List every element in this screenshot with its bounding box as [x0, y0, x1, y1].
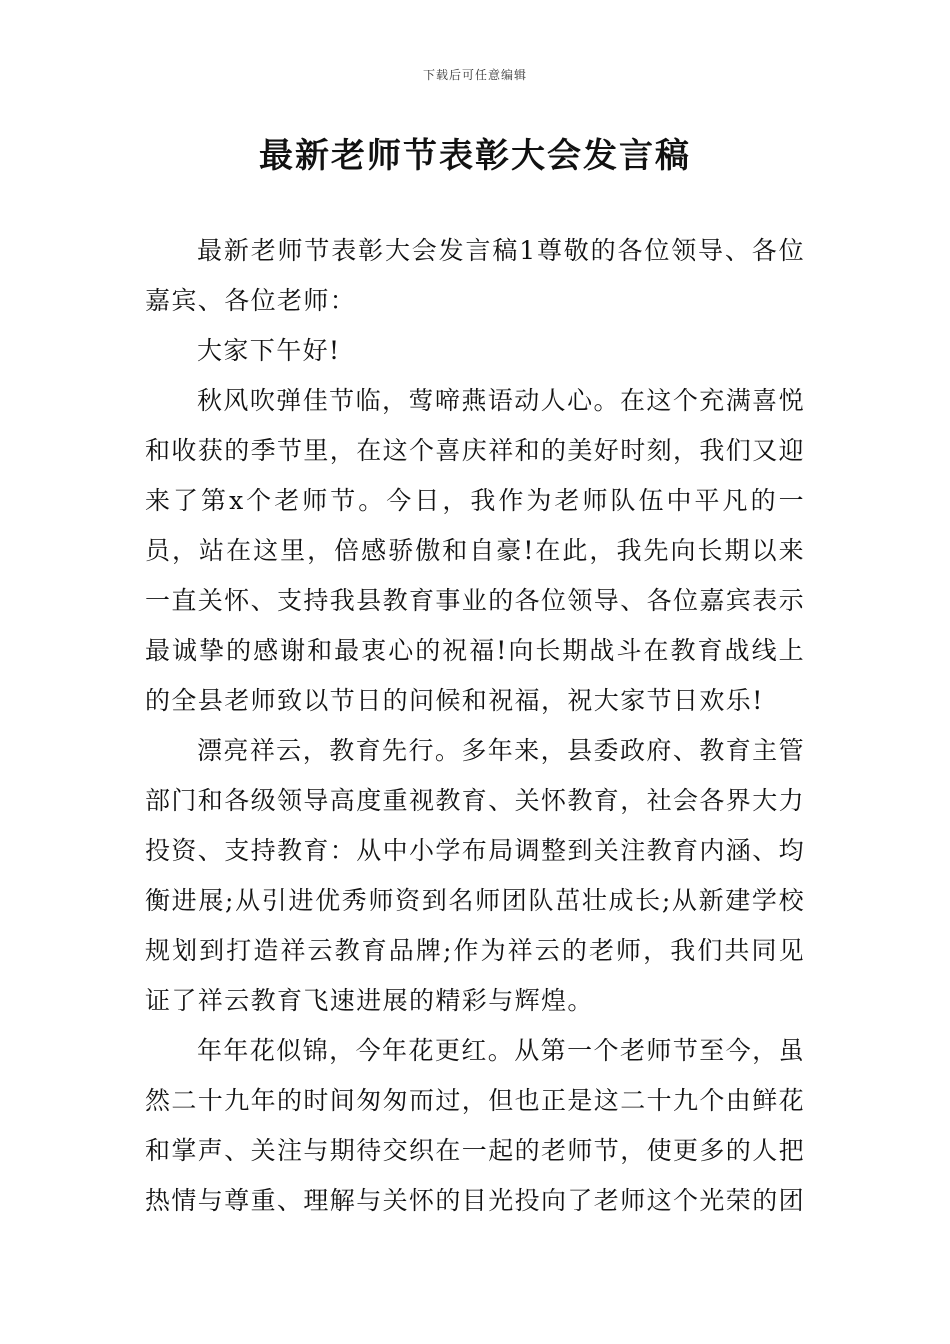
document-body — [145, 226, 805, 1226]
paragraph-greeting: 大家下午好! — [197, 336, 341, 365]
paragraph-salutation: 最新老师节表彰大会发言稿1尊敬的各位领导、各位嘉宾、各位老师： — [145, 236, 805, 315]
paragraph-education: 漂亮祥云，教育先行。多年来，县委政府、教育主管部门和各级领导高度重视教育、关怀教育，社会各界大力投资、支持教育：从中小学布局调整到关注教育内涵、均衡进展;从引进优秀师资到名师团队茁壮成长;从新建学校规划到打造祥云教育品牌;作为祥云的老师，我们共同见证了祥云教育飞速进展的精彩与辉煌。 — [145, 736, 806, 1015]
document-title: 最新老师节表彰大会发言稿 — [259, 136, 691, 176]
header-note: 下载后可任意编辑 — [422, 68, 527, 82]
paragraph-festival: 秋风吹弹佳节临，莺啼燕语动人心。在这个充满喜悦和收获的季节里，在这个喜庆祥和的美好时刻，我们又迎来了第x个老师节。今日，我作为老师队伍中平凡的一员，站在这里，倍感骄傲和自豪!在此，我先向长期以来一直关怀、支持我县教育事业的各位领导、各位嘉宾表示最诚挚的感谢和最衷心的祝福!向长期战斗在教育战线上的全县老师致以节日的问候和祝福，祝大家节日欢乐! — [145, 386, 806, 715]
paragraph-history: 年年花似锦，今年花更红。从第一个老师节至今，虽然二十九年的时间匆匆而过，但也正是这二十九个由鲜花和掌声、关注与期待交织在一起的老师节，使更多的人把热情与尊重、理解与关怀的目光投向了老师这个光荣的团 — [145, 1036, 806, 1215]
